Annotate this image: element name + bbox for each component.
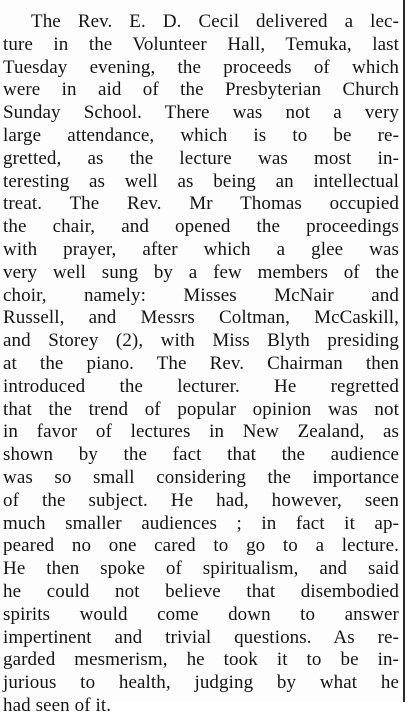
article-line: in favor of lectures in New Zealand, as	[3, 421, 399, 443]
article-line: treat. The Rev. Mr Thomas occupied	[3, 193, 399, 215]
article-line: the chair, and opened the proceedings	[3, 216, 399, 238]
article-line: introduced the lecturer. He regretted	[3, 375, 399, 397]
article-line: large attendance, which is to be re-	[3, 124, 399, 146]
article-line: he could not believe that disembodied	[3, 580, 399, 602]
article-line: teresting as well as being an intellectual	[3, 170, 399, 192]
article-line: jurious to health, judging by what he	[3, 672, 399, 694]
article-line: spirits would come down to answer	[3, 603, 399, 625]
article-line: at the piano. The Rev. Chairman then	[3, 352, 399, 374]
article-line: gretted, as the lecture was most in-	[3, 147, 399, 169]
article-body	[3, 11, 399, 718]
article-line: shown by the fact that the audience	[3, 444, 399, 466]
article-line: were in aid of the Presbyterian Church	[3, 79, 399, 101]
article-line: ture in the Volunteer Hall, Temuka, last	[3, 33, 399, 55]
article-line: of the subject. He had, however, seen	[3, 489, 399, 511]
article-line: much smaller audiences ; in fact it ap-	[3, 512, 399, 534]
article-line: had seen of it.	[3, 694, 112, 716]
article-line: He then spoke of spiritualism, and said	[3, 558, 399, 580]
column-rule	[403, 0, 405, 702]
article-line: garded mesmerism, he took it to be in-	[3, 649, 399, 671]
article-line: impertinent and trivial questions. As re-	[3, 626, 399, 648]
article-line: and Storey (2), with Miss Blyth presiding	[3, 330, 399, 352]
article-line: Sunday School. There was not a very	[3, 102, 399, 124]
article-line: with prayer, after which a glee was	[3, 238, 399, 260]
article-line: was so small considering the importance	[3, 466, 399, 488]
article-line: peared no one cared to go to a lecture.	[3, 535, 399, 557]
article-line: Tuesday evening, the proceeds of which	[3, 56, 399, 78]
article-line: choir, namely: Misses McNair and	[3, 284, 399, 306]
article-line: very well sung by a few members of the	[3, 261, 399, 283]
article-line: Russell, and Messrs Coltman, McCaskill,	[3, 307, 399, 329]
article-line: that the trend of popular opinion was not	[3, 398, 399, 420]
article-line: The Rev. E. D. Cecil delivered a lec-	[31, 11, 399, 32]
